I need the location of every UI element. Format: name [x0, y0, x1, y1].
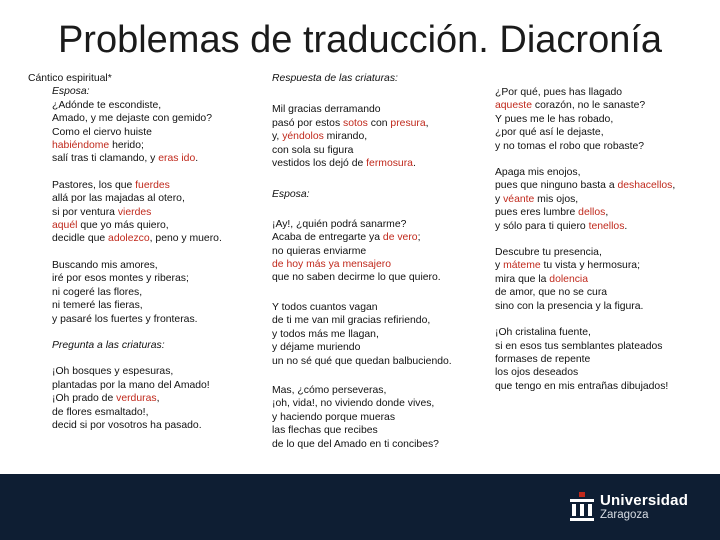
poem-line	[272, 103, 487, 116]
text-segment: de ti me van mil gracias refiriendo,	[272, 315, 431, 327]
poem-line	[495, 366, 710, 379]
text-segment: y pasaré los fuertes y fronteras.	[52, 313, 198, 325]
text-segment: pues que ninguno basta a	[495, 180, 618, 192]
text-segment: y todos más me llagan,	[272, 328, 379, 340]
text-segment: las flechas que recibes	[272, 425, 378, 437]
poem-line	[52, 192, 246, 205]
text-segment: y	[495, 260, 504, 272]
poem-line	[495, 126, 710, 139]
text-segment: .	[195, 153, 199, 165]
poem-line	[272, 411, 487, 424]
highlighted-word: fuerdes	[135, 179, 170, 191]
poem-line	[495, 86, 710, 99]
poem-line	[495, 326, 710, 339]
poem-line	[272, 438, 487, 451]
poem-line	[52, 179, 246, 192]
text-segment: .	[624, 220, 628, 232]
highlighted-word: vierdes	[117, 206, 152, 218]
poem-line	[52, 392, 246, 405]
text-segment: salí tras ti clamando, y	[52, 153, 159, 165]
poem-line	[495, 220, 710, 233]
highlighted-word: adolezco	[108, 233, 150, 245]
university-crest-icon	[570, 492, 594, 522]
text-segment: ¡Oh prado de	[52, 393, 117, 405]
poem-line	[52, 232, 246, 245]
text-segment: con sola su figura	[272, 144, 354, 156]
poem-line	[495, 99, 710, 112]
text-segment: no quieras enviarme	[272, 245, 367, 257]
text-segment: corazón, no le sanaste?	[531, 100, 646, 112]
text-segment: que no saben decirme lo que quiero.	[272, 272, 441, 284]
poem-line	[272, 130, 487, 143]
poem-line	[272, 144, 487, 157]
stanza	[28, 365, 246, 432]
text-segment: ¿Adónde te escondiste,	[52, 99, 162, 111]
heading-esposa: Esposa:	[272, 189, 310, 201]
poem-line	[52, 112, 246, 125]
text-segment: y sólo para ti quiero	[495, 220, 589, 232]
poem-line	[52, 139, 246, 152]
text-segment: ¡Oh cristalina fuente,	[495, 327, 591, 339]
poem-line	[52, 206, 246, 219]
text-segment: y déjame muriendo	[272, 342, 361, 354]
poem-line	[495, 140, 710, 153]
text-segment: si en esos tus semblantes plateados	[495, 340, 663, 352]
text-segment: vestidos los dejó de	[272, 158, 367, 170]
poem-line	[495, 193, 710, 206]
text-segment: Amado, y me dejaste con gemido?	[52, 113, 212, 125]
text-segment: allá por las majadas al otero,	[52, 193, 185, 205]
poem-line	[495, 286, 710, 299]
poem-line	[52, 99, 246, 112]
highlighted-word: dolencia	[549, 273, 589, 285]
highlighted-word: habiéndome	[52, 140, 110, 152]
text-segment: ,	[425, 117, 429, 129]
text-segment: formases de repente	[495, 353, 591, 365]
poem-line	[272, 231, 487, 244]
text-segment: de amor, que no se cura	[495, 287, 608, 299]
text-segment: los ojos deseados	[495, 367, 579, 379]
highlighted-word: yéndolos	[282, 131, 324, 143]
poem-line	[52, 219, 246, 232]
text-segment: ;	[417, 232, 421, 244]
poem-line	[272, 271, 487, 284]
text-segment: y haciendo porque mueras	[272, 411, 396, 423]
stanza	[272, 218, 487, 285]
text-segment: Mas, ¿cómo perseveras,	[272, 384, 387, 396]
text-segment: ¿Por qué, pues has llagado	[495, 87, 623, 98]
highlighted-word: deshacellos	[617, 180, 673, 192]
highlighted-word: fermosura	[366, 158, 413, 170]
poem-line	[272, 157, 487, 170]
text-segment: Acaba de entregarte ya	[272, 232, 383, 244]
text-segment: que yo más quiero,	[77, 220, 169, 232]
text-segment: de flores esmaltado!,	[52, 406, 149, 418]
text-segment: pues eres lumbre	[495, 207, 579, 219]
text-segment: si por ventura	[52, 206, 118, 218]
text-segment: ni temeré las fieras,	[52, 300, 143, 312]
highlighted-word: máteme	[503, 260, 541, 272]
text-segment: un no sé qué que quedan balbuciendo.	[272, 355, 452, 367]
text-segment: mis ojos,	[534, 193, 579, 205]
stanza	[272, 103, 487, 170]
text-segment: ,	[672, 180, 676, 192]
text-segment: herido;	[109, 140, 144, 152]
highlighted-word: de hoy más ya mensajero	[272, 259, 391, 271]
text-segment: ¿por qué así le dejaste,	[495, 127, 604, 139]
poem-line	[52, 152, 246, 165]
text-segment: mira que la	[495, 273, 550, 285]
poem-line	[272, 341, 487, 354]
stanza	[272, 384, 487, 451]
poem-line	[52, 419, 246, 432]
slide-title: Problemas de traducción. Diacronía	[57, 19, 663, 61]
text-segment: , peno y muero.	[149, 233, 222, 245]
poem-title: Cántico espiritual*	[28, 73, 112, 84]
poem-line	[272, 117, 487, 130]
text-segment: Pastores, los que	[52, 179, 136, 191]
highlighted-word: eras ido	[158, 153, 196, 165]
text-segment: pasó por estos	[272, 117, 344, 129]
poem-line	[495, 246, 710, 259]
text-segment: Y pues me le has robado,	[495, 113, 614, 125]
poem-line	[495, 273, 710, 286]
poem-column-3	[495, 86, 710, 393]
text-segment: ,	[605, 207, 609, 219]
text-segment: plantadas por la mano del Amado!	[52, 379, 210, 391]
poem-line	[272, 218, 487, 231]
text-segment: ,	[156, 393, 160, 405]
highlighted-word: aquél	[52, 220, 78, 232]
poem-line	[272, 314, 487, 327]
poem-line	[272, 397, 487, 410]
poem-line	[52, 126, 246, 139]
poem-line	[495, 259, 710, 272]
text-segment: iré por esos montes y riberas;	[52, 273, 189, 285]
text-segment: de lo que del Amado en ti concibes?	[272, 438, 439, 450]
text-segment: decidle que	[52, 233, 109, 245]
poem-line	[52, 259, 246, 272]
text-segment: con	[367, 117, 391, 129]
poem-line	[272, 245, 487, 258]
poem-line	[495, 380, 710, 393]
poem-line	[52, 272, 246, 285]
footer-bar	[0, 474, 720, 540]
university-logo	[570, 490, 690, 526]
poem-line	[52, 365, 246, 378]
highlighted-word: dellos	[578, 207, 606, 219]
poem-line	[52, 313, 246, 326]
poem-line	[52, 379, 246, 392]
logo-text-zaragoza: Zaragoza	[600, 509, 649, 521]
text-segment: y	[495, 193, 504, 205]
heading-respuesta: Respuesta de las criaturas:	[272, 73, 398, 84]
highlighted-word: véante	[503, 193, 535, 205]
stanza	[28, 179, 246, 246]
poem-line	[495, 113, 710, 126]
poem-line	[495, 179, 710, 192]
stanza	[495, 246, 710, 313]
poem-line	[495, 166, 710, 179]
poem-line	[495, 300, 710, 313]
highlighted-word: aqueste	[495, 100, 532, 112]
poem-line	[495, 353, 710, 366]
text-segment: mirando,	[323, 131, 368, 143]
poem-line	[272, 301, 487, 314]
text-segment: Apaga mis enojos,	[495, 167, 581, 179]
text-segment: tu vista y hermosura;	[540, 260, 640, 272]
text-segment: Buscando mis amores,	[52, 259, 158, 271]
text-segment: decid si por vosotros ha pasado.	[52, 419, 202, 431]
text-segment: ¡Oh bosques y espesuras,	[52, 366, 174, 378]
text-segment: Como el ciervo huiste	[52, 126, 152, 138]
highlighted-word: tenellos	[588, 220, 625, 232]
text-segment: y,	[272, 131, 283, 143]
text-segment: y no tomas el robo que robaste?	[495, 140, 645, 152]
poem-line	[52, 286, 246, 299]
poem-line	[495, 340, 710, 353]
poem-column-1	[28, 72, 246, 432]
text-segment: que tengo en mis entrañas dibujados!	[495, 380, 669, 392]
highlighted-word: verduras	[116, 393, 157, 405]
stanza	[495, 86, 710, 153]
stanza	[495, 326, 710, 393]
heading-pregunta: Pregunta a las criaturas:	[52, 339, 165, 351]
poem-column-2	[272, 72, 487, 451]
poem-line	[272, 384, 487, 397]
highlighted-word: sotos	[343, 117, 368, 129]
text-segment: sino con la presencia y la figura.	[495, 300, 644, 312]
poem-line	[52, 406, 246, 419]
text-segment: Mil gracias derramando	[272, 104, 381, 116]
text-segment: Descubre tu presencia,	[495, 247, 602, 259]
text-segment: ¡Ay!, ¿quién podrá sanarme?	[272, 218, 407, 230]
text-segment: ni cogeré las flores,	[52, 286, 143, 298]
stanza	[272, 301, 487, 368]
logo-text-universidad: Universidad	[600, 492, 689, 509]
stanza	[495, 166, 710, 233]
text-segment: ¡oh, vida!, no viviendo donde vives,	[272, 398, 435, 410]
stanza	[28, 99, 246, 166]
poem-line	[272, 258, 487, 271]
poem-line	[495, 206, 710, 219]
highlighted-word: presura	[390, 117, 426, 129]
stanza	[28, 259, 246, 326]
text-segment: .	[412, 158, 416, 170]
text-segment: Y todos cuantos vagan	[272, 301, 378, 313]
poem-line	[52, 299, 246, 312]
poem-line	[272, 328, 487, 341]
poem-line	[272, 424, 487, 437]
heading-esposa: Esposa:	[52, 86, 90, 98]
highlighted-word: de vero	[382, 232, 418, 244]
poem-line	[272, 355, 487, 368]
